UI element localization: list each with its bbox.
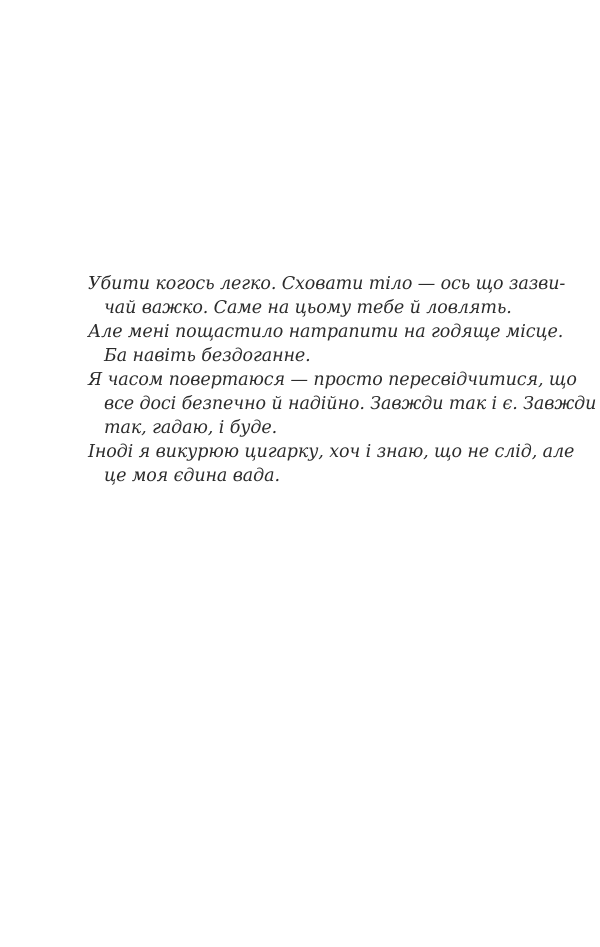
paragraph-2	[88, 320, 564, 368]
paragraph-1	[88, 272, 566, 320]
paragraph-3	[88, 368, 597, 440]
text-line: Убити когось легко. Сховати тіло — ось що зазви-	[88, 274, 566, 294]
text-line: все досі безпечно й надійно. Завжди так і є. Завжди	[104, 394, 597, 414]
text-line: це моя єдина вада.	[104, 466, 280, 486]
text-line: Іноді я викурюю цигарку, хоч і знаю, що не слід, але	[88, 442, 575, 462]
text-line: чай важко. Саме на цьому тебе й ловлять.	[104, 298, 512, 318]
epigraph	[88, 272, 597, 488]
text-line: так, гадаю, і буде.	[104, 418, 278, 438]
text-line: Я часом повертаюся — просто пересвідчитися, що	[88, 370, 577, 390]
paragraph-4	[88, 440, 575, 488]
text-line: Але мені пощастило натрапити на годяще місце.	[88, 322, 564, 342]
text-line: Ба навіть бездоганне.	[104, 346, 311, 366]
